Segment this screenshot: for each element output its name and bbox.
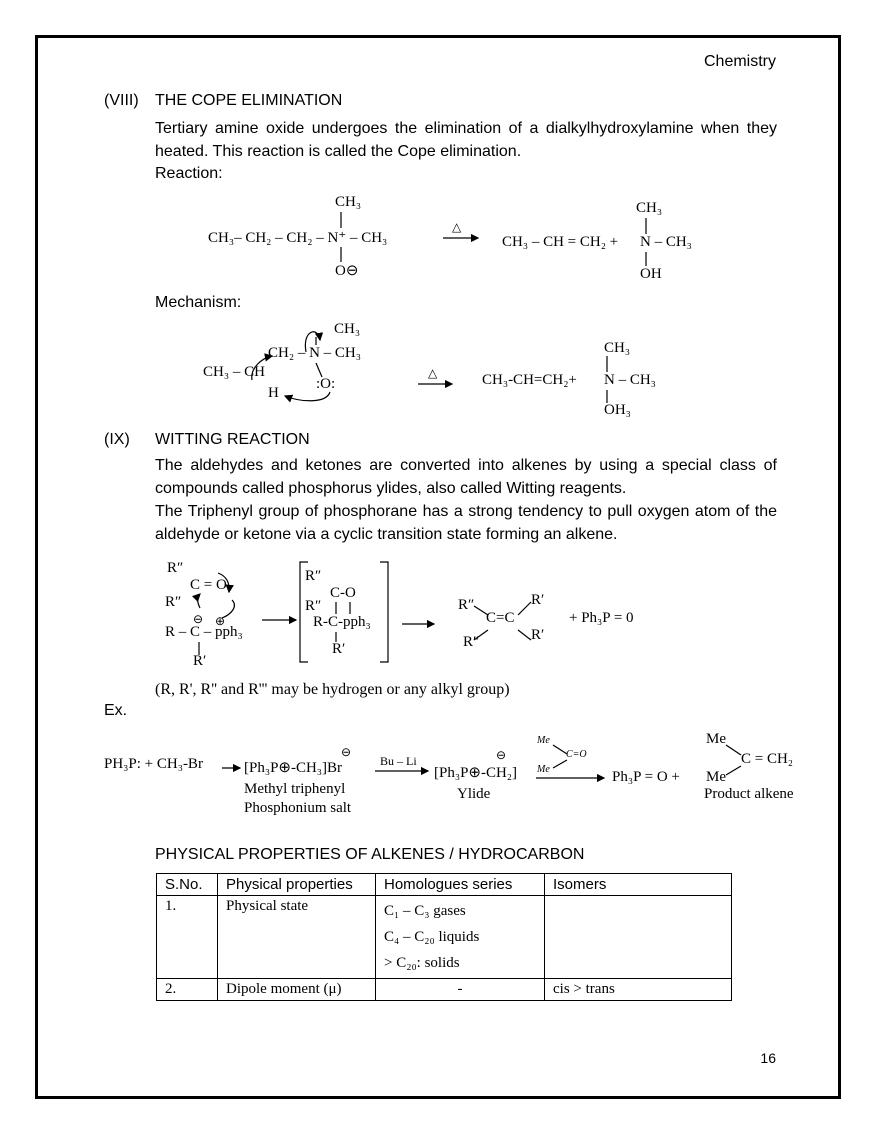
- bond-line: [518, 602, 531, 615]
- ketone-me-bottom: Me: [537, 764, 550, 775]
- mech-h: H: [268, 385, 279, 401]
- reagent-buli: Bu – Li: [380, 754, 417, 768]
- electron-arrow: [198, 594, 200, 608]
- bond-line: [518, 630, 531, 640]
- wittig-carbonyl: C = O: [190, 577, 227, 593]
- salt-name-line-2: Phosphonium salt: [244, 800, 352, 816]
- mech-ch2-n: CH₂ – N – CH₃: [268, 345, 361, 361]
- ts-c-p: R-C-pph₃: [313, 614, 371, 630]
- product-top-ch3: CH₃: [636, 200, 663, 216]
- ts-bracket-right: [380, 562, 388, 662]
- header-property: Physical properties: [218, 874, 376, 896]
- ts-c-o: C-O: [330, 585, 356, 601]
- electron-arrow: [222, 600, 234, 618]
- salt-minus-charge: ⊖: [341, 745, 352, 759]
- product-oh: OH: [640, 266, 662, 282]
- alkene-r1-bottom: R′: [531, 627, 545, 643]
- ylide-name: Ylide: [457, 786, 491, 802]
- bond-line: [553, 760, 567, 768]
- ketone-carbonyl: C=O: [566, 749, 587, 760]
- header-sno: S.No.: [157, 874, 218, 896]
- wittig-r1-bottom: R′: [193, 653, 207, 669]
- alkene-me-bottom: Me: [706, 769, 726, 785]
- row-isomers: cis > trans: [545, 979, 732, 1001]
- electron-arrow: [285, 392, 330, 401]
- alkene-c-ch2: C = CH₂: [741, 751, 794, 767]
- cope-description: Tertiary amine oxide undergoes the elimination of a dialkylhydroxylamine when they heated. This reaction is called the Cope elimination.: [155, 120, 777, 160]
- ts-r1: R′: [332, 641, 346, 657]
- page-number: 16: [760, 1050, 776, 1066]
- alkene-r1-top: R′: [531, 592, 545, 608]
- page-header-subject: Chemistry: [703, 53, 776, 70]
- reactant-chain: CH₃– CH₂ – CH₂ – N⁺ – CH₃: [208, 230, 388, 246]
- wittig-plus-charge: ⊕: [215, 614, 226, 628]
- electron-arrow: [252, 356, 272, 380]
- mech-oxide: :O:: [316, 376, 336, 392]
- physical-properties-title: PHYSICAL PROPERTIES OF ALKENES / HYDROCARBON: [155, 846, 585, 863]
- alkene-cc: C=C: [486, 610, 515, 626]
- wittig-paragraph-2: The Triphenyl group of phosphorane has a strong tendency to pull oxygen atom of the aldehyde or ketone via a cyclic transition state forming an alkene.: [155, 503, 777, 543]
- wittig-r2-top: R″: [167, 560, 184, 576]
- mech-product-oh3: OH₃: [604, 402, 631, 418]
- phosphonium-salt: [Ph₃P⊕-CH₃]Br: [244, 760, 343, 776]
- ylide-formula: [Ph₃P⊕-CH₂]: [434, 765, 518, 781]
- product-alkene: CH₃ – CH = CH₂ +: [502, 234, 619, 250]
- series-line: C₄ – C₂₀ liquids: [384, 929, 480, 945]
- wittig-byproduct: + Ph₃P = 0: [569, 610, 634, 626]
- row-sno: 2.: [157, 979, 218, 1001]
- product-alkene-name: Product alkene: [704, 786, 794, 802]
- series-line: C₁ – C₃ gases: [384, 903, 466, 919]
- section-number-cope: (VIII): [104, 92, 139, 109]
- bond-line: [316, 363, 322, 377]
- electron-arrow: [305, 332, 320, 352]
- example-product: Ph₃P = O +: [612, 769, 680, 785]
- reactant-oxide: O⊖: [335, 263, 359, 279]
- mech-product-top-ch3: CH₃: [604, 340, 631, 356]
- reactant-top-ch3: CH₃: [335, 194, 362, 210]
- alkene-me-top: Me: [706, 731, 726, 747]
- mech-product-n: N – CH₃: [604, 372, 656, 388]
- salt-name-line-1: Methyl triphenyl: [244, 781, 346, 797]
- heat-symbol: △: [452, 220, 462, 234]
- ts-r2-left: R″: [305, 598, 322, 614]
- bond-line: [474, 630, 488, 640]
- section-title-wittig: WITTING REACTION: [155, 431, 310, 448]
- bond-line: [726, 745, 741, 755]
- bond-line: [474, 606, 488, 615]
- header-series: Homologues series: [376, 874, 545, 896]
- product-n: N – CH₃: [640, 234, 692, 250]
- mech-top-ch3: CH₃: [334, 321, 361, 337]
- wittig-minus-charge: ⊖: [193, 612, 204, 626]
- header-isomers: Isomers: [545, 874, 732, 896]
- alkene-r2-top: R″: [458, 597, 475, 613]
- series-line: > C₂₀: solids: [384, 955, 460, 971]
- mech-product-alkene: CH₃-CH=CH₂+: [482, 372, 577, 388]
- section-title-cope: THE COPE ELIMINATION: [155, 92, 343, 109]
- example-start: PH₃P: + CH₃-Br: [104, 756, 203, 772]
- ylide-minus-charge: ⊖: [496, 748, 507, 762]
- reaction-label: Reaction:: [155, 165, 223, 182]
- row-series: -: [376, 979, 545, 1001]
- row-property: Dipole moment (μ): [218, 979, 376, 1001]
- electron-arrow: [218, 573, 229, 592]
- mech-heat-symbol: △: [428, 366, 438, 380]
- section-number-wittig: (IX): [104, 431, 130, 448]
- ts-r2-top: R″: [305, 568, 322, 584]
- alkene-r2-bottom: R″: [463, 634, 480, 650]
- wittig-r2-left: R″: [165, 594, 182, 610]
- row-property: Physical state: [218, 896, 376, 979]
- bond-line: [726, 766, 741, 775]
- wittig-ylide: R – C – pph₃: [165, 624, 243, 640]
- mech-ch3-ch: CH₃ – CH: [203, 364, 265, 380]
- ketone-me-top: Me: [537, 735, 550, 746]
- row-sno: 1.: [157, 896, 218, 979]
- mechanism-label: Mechanism:: [155, 294, 242, 311]
- wittig-note: (R, R', R'' and R''' may be hydrogen or any alkyl group): [155, 681, 510, 698]
- wittig-paragraph-1: The aldehydes and ketones are converted into alkenes by using a special class of compounds called phosphorus ylides, also called Witting reagents.: [155, 457, 777, 497]
- bond-line: [553, 745, 567, 754]
- ts-bracket-left: [300, 562, 308, 662]
- example-label: Ex.: [104, 702, 128, 719]
